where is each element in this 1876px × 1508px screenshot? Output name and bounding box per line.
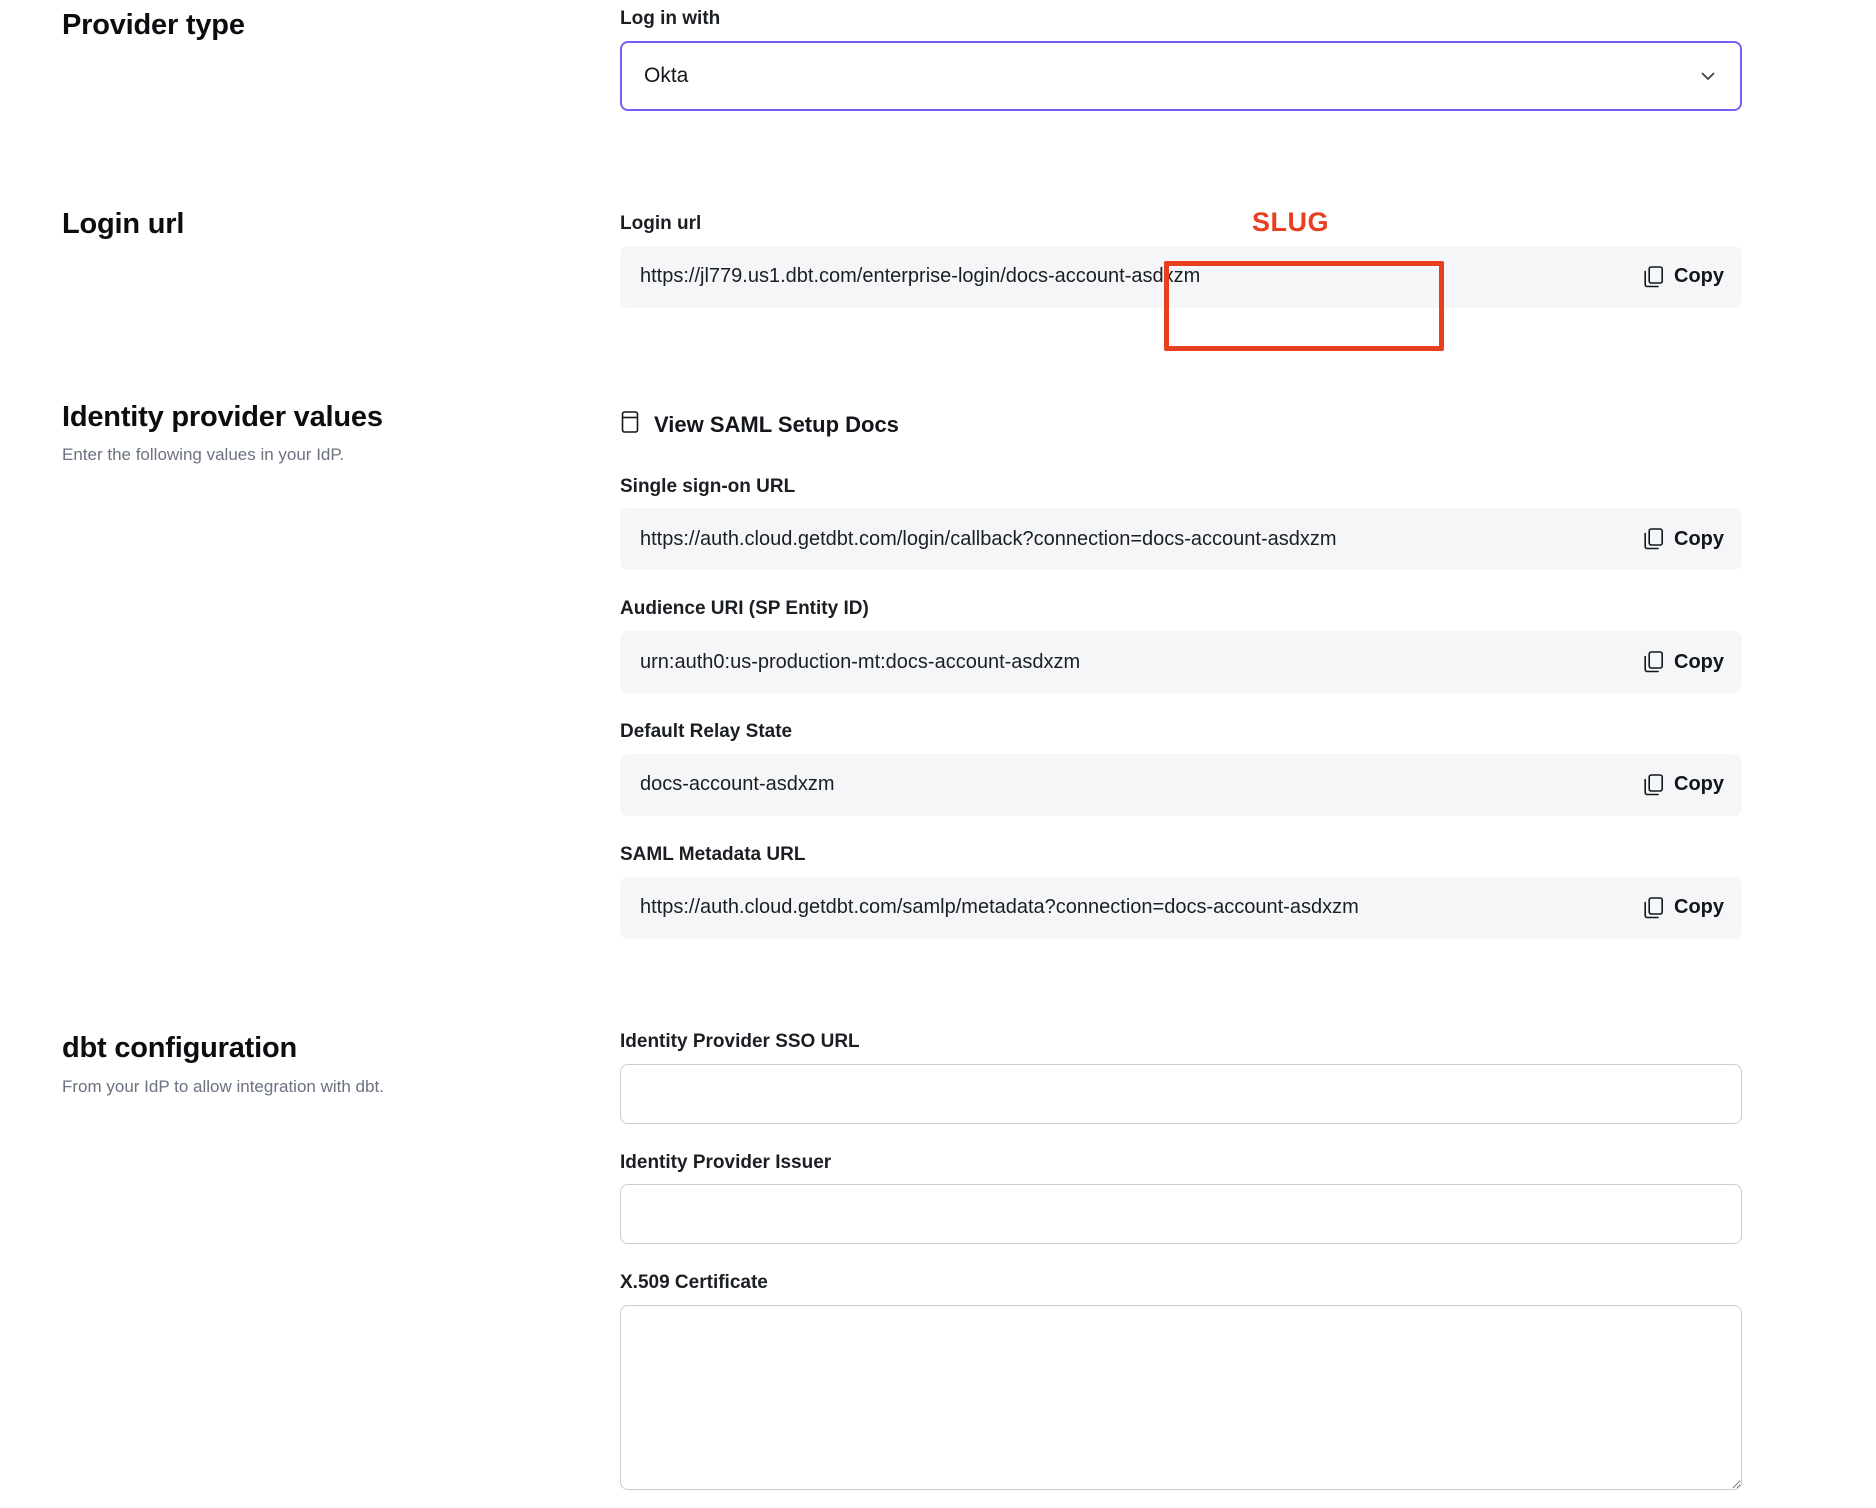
idp-value-block-audience-uri — [620, 598, 1834, 693]
label-single-sign-on-url: Single sign-on URL — [620, 475, 796, 497]
dbt-config-content — [620, 1031, 1876, 1495]
section-subtitle-identity-provider-values: Enter the following values in your IdP. — [62, 445, 345, 465]
section-dbt-configuration — [0, 939, 1876, 1495]
field-block-x509-certificate — [620, 1272, 1834, 1495]
copy-icon — [1644, 528, 1664, 550]
value-row-single-sign-on-url — [620, 508, 1742, 570]
value-single-sign-on-url: https://auth.cloud.getdbt.com/login/callback?connection=docs-account-asdxzm — [640, 527, 1337, 550]
value-row-audience-uri — [620, 631, 1742, 693]
copy-icon — [1644, 651, 1664, 673]
dbt-config-heading-column — [0, 1031, 620, 1099]
slug-annotation-label: SLUG — [1252, 206, 1330, 237]
label-login-url: Login url — [620, 212, 702, 234]
copy-saml-metadata-url-button[interactable] — [1626, 896, 1724, 919]
provider-select[interactable] — [620, 41, 1742, 111]
copy-audience-uri-button[interactable] — [1626, 651, 1724, 674]
label-default-relay-state: Default Relay State — [620, 721, 793, 743]
section-title-provider-type: Provider type — [62, 9, 245, 41]
idp-values-heading-column — [0, 400, 620, 468]
login-url-content — [620, 173, 1876, 308]
section-login-url — [0, 111, 1876, 308]
identity-provider-sso-url-input[interactable] — [620, 1064, 1742, 1124]
view-saml-setup-docs-label: View SAML Setup Docs — [654, 411, 899, 437]
label-x509-certificate: X.509 Certificate — [620, 1272, 768, 1294]
copy-audience-uri-label: Copy — [1674, 650, 1724, 673]
provider-type-heading-column — [0, 8, 620, 43]
value-row-saml-metadata-url — [620, 877, 1742, 939]
login-url-heading-column — [0, 173, 620, 242]
field-block-idp-sso-url — [620, 1031, 1834, 1124]
login-url-prefix: https://jl779.us1.dbt.com/enterprise-login/ — [640, 265, 1006, 288]
copy-default-relay-state-button[interactable] — [1626, 773, 1724, 796]
document-icon — [620, 410, 640, 440]
section-subtitle-dbt-configuration: From your IdP to allow integration with dbt. — [62, 1076, 384, 1096]
copy-single-sign-on-url-label: Copy — [1674, 527, 1724, 550]
label-identity-provider-issuer: Identity Provider Issuer — [620, 1151, 832, 1173]
value-row-default-relay-state — [620, 754, 1742, 816]
value-audience-uri: urn:auth0:us-production-mt:docs-account-asdxzm — [640, 650, 1081, 673]
login-url-slug: docs-account-asdxzm — [1005, 265, 1201, 288]
idp-value-block-default-relay-state — [620, 721, 1834, 816]
idp-value-block-saml-metadata-url — [620, 844, 1834, 939]
copy-default-relay-state-label: Copy — [1674, 773, 1724, 796]
label-identity-provider-sso-url: Identity Provider SSO URL — [620, 1030, 860, 1052]
copy-saml-metadata-url-label: Copy — [1674, 896, 1724, 919]
copy-single-sign-on-url-button[interactable] — [1626, 528, 1724, 551]
provider-type-content — [620, 8, 1876, 111]
idp-value-block-sso-url — [620, 476, 1834, 571]
x509-certificate-textarea[interactable] — [620, 1305, 1742, 1490]
field-block-idp-issuer — [620, 1152, 1834, 1245]
login-url-value — [640, 265, 1200, 288]
section-provider-type — [0, 0, 1876, 111]
chevron-down-icon — [1698, 66, 1718, 86]
copy-login-url-button[interactable] — [1626, 265, 1724, 288]
copy-icon — [1644, 266, 1664, 288]
view-saml-setup-docs-link[interactable] — [620, 410, 899, 440]
section-title-login-url: Login url — [62, 207, 185, 240]
value-default-relay-state: docs-account-asdxzm — [640, 773, 835, 796]
copy-icon — [1644, 897, 1664, 919]
provider-select-value: Okta — [644, 63, 689, 87]
copy-login-url-label: Copy — [1674, 265, 1724, 288]
value-saml-metadata-url: https://auth.cloud.getdbt.com/samlp/metadata?connection=docs-account-asdxzm — [640, 896, 1359, 919]
label-saml-metadata-url: SAML Metadata URL — [620, 843, 806, 865]
login-url-value-row — [620, 246, 1742, 308]
copy-icon — [1644, 774, 1664, 796]
section-title-dbt-configuration: dbt configuration — [62, 1031, 298, 1064]
idp-values-content — [620, 400, 1876, 939]
label-audience-uri: Audience URI (SP Entity ID) — [620, 598, 869, 620]
section-title-identity-provider-values: Identity provider values — [62, 400, 383, 433]
identity-provider-issuer-input[interactable] — [620, 1184, 1742, 1244]
label-log-in-with: Log in with — [620, 8, 721, 29]
section-identity-provider-values — [0, 308, 1876, 939]
